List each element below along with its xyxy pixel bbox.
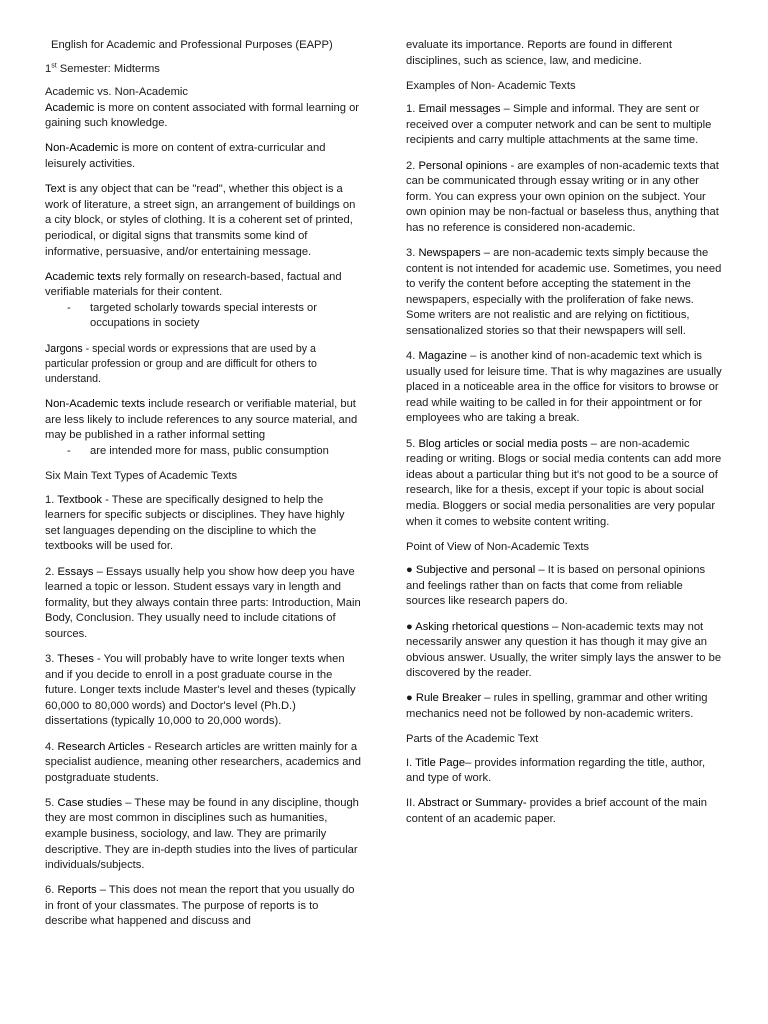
definition-non-academic: Non-Academic is more on content of extra-curricular and leisurely activities. bbox=[45, 142, 326, 171]
part-item: II. Abstract or Summary- provides a brief account of the main content of an academic paper. bbox=[406, 797, 707, 825]
document-title: English for Academic and Professional Purposes (EAPP) bbox=[51, 39, 333, 51]
list-item: - are intended more for mass, public consumption bbox=[67, 445, 329, 457]
text-type-item: 3. Theses - You will probably have to write longer texts when and if you decide to enroll in a post graduate course in the future. Longer texts include Master's level and theses (typically 60,000 to 80,000 words) and Doctor's level (Ph.D.) dissertations (typically 10,000 to 20,000 words). bbox=[45, 653, 356, 728]
term: Jargons bbox=[45, 342, 83, 355]
list-item: - targeted scholarly towards special interests or occupations in society bbox=[67, 301, 317, 330]
left-column bbox=[45, 38, 361, 940]
definition-non-academic-texts: Non-Academic texts include research or verifiable material, but are less likely to include references to any source material, and may be published in a rather informal setting bbox=[45, 398, 358, 442]
example-item: 1. Email messages – Simple and informal. They are sent or received over a computer network and can be sent to multiple recipients and carry multiple attachments at the same time. bbox=[406, 103, 712, 147]
term: Research Articles bbox=[57, 740, 145, 753]
bullet-icon: ● bbox=[406, 620, 416, 633]
pov-item: ● Asking rhetorical questions – Non-academic texts may not necessarily answer any question it has though it may give an obvious answer. Usually, the writer simply lays the answer to be discovered by the reader. bbox=[406, 620, 722, 680]
section-heading-point-of-view: Point of View of Non-Academic Texts bbox=[406, 540, 590, 553]
term: Essays bbox=[57, 565, 94, 578]
pov-item: ● Rule Breaker – rules in spelling, grammar and other writing mechanics need not be followed by non-academic writers. bbox=[406, 692, 708, 720]
text-type-item: 1. Textbook - These are specifically designed to help the learners for specific subjects or disciplines. They have highly set languages depending on the discipline to which the textbooks will be used for. bbox=[45, 493, 345, 553]
definition-academic-texts: Academic texts rely formally on research-based, factual and verifiable materials for their content. bbox=[45, 270, 342, 299]
academic-texts-bullets bbox=[45, 301, 361, 332]
section-heading-six-types: Six Main Text Types of Academic Texts bbox=[45, 470, 238, 483]
text-type-item: 2. Essays – Essays usually help you show how deep you have learned a topic or lesson. Student essays vary in length and formality, but they always contain three parts: Introduction, Main Body, Conclusion. They usually need to include citations of sources. bbox=[45, 565, 361, 640]
term: Academic bbox=[45, 101, 95, 114]
term: Non-Academic texts bbox=[45, 398, 146, 411]
term: Non-Academic bbox=[45, 142, 119, 155]
definition-text: Text is any object that can be "read", whether this object is a work of literature, a street sign, an arrangement of buildings on a city block, or styles of clothing. It is a coherent set of printed, periodical, or digital signs that transmits some kind of informative, persuasive, and/or entertaining message. bbox=[45, 183, 356, 258]
term: Asking rhetorical questions bbox=[415, 620, 549, 633]
term: Magazine bbox=[418, 350, 467, 363]
part-item: I. Title Page– provides information regarding the title, author, and type of work. bbox=[406, 756, 706, 785]
term: Case studies bbox=[57, 796, 123, 809]
example-item: 2. Personal opinions - are examples of non-academic texts that can be communicated through essay writing or in any other form. You can express your own opinion on the subject. Your own opinion may be non-factual or baseless thus, anything that has no reference is considered non-academic. bbox=[406, 159, 719, 234]
text-type-item: 4. Research Articles - Research articles are written mainly for a specialist audience, meaning other researchers, academics and postgraduate students. bbox=[45, 740, 361, 784]
definition-academic: Academic is more on content associated with formal learning or gaining such knowledge. bbox=[45, 101, 360, 130]
term: Theses bbox=[57, 653, 94, 666]
term: Title Page bbox=[415, 756, 466, 769]
section-heading-academic-vs-non-academic: Academic vs. Non-Academic bbox=[45, 86, 189, 99]
term: Academic texts bbox=[45, 270, 121, 283]
example-item: 5. Blog articles or social media posts – are non-academic reading or writing. Blogs or social media contents can add more ideas about a particular thing but it's not good to be a source of research, like for a thesis, except if your topic is about social media. Bloggers or social media personalities are very popular when it comes to website content writing. bbox=[406, 437, 722, 528]
bullet-icon: ● bbox=[406, 692, 416, 705]
term: Subjective and personal bbox=[415, 564, 536, 577]
term: Abstract or Summary- bbox=[417, 797, 527, 810]
non-academic-texts-bullets bbox=[45, 444, 361, 460]
right-column bbox=[406, 38, 724, 837]
semester-heading: 1st Semester: Midterms bbox=[45, 61, 160, 75]
term: Personal opinions bbox=[418, 159, 508, 172]
section-heading-examples: Examples of Non- Academic Texts bbox=[406, 79, 576, 92]
term: Textbook bbox=[57, 493, 103, 506]
example-item: 4. Magazine – is another kind of non-academic text which is usually used for leisure time. That is why magazines are usually placed in a noticeable area in the office for visitors to browse or read while waiting to be called in for their appointment or for employees who are taking a break. bbox=[406, 350, 722, 425]
term: Newspapers bbox=[418, 247, 481, 260]
section-heading-parts: Parts of the Academic Text bbox=[406, 733, 539, 746]
definition-jargons: Jargons - special words or expressions that are used by a particular profession or group and are difficult for others to understand. bbox=[45, 342, 317, 386]
term: Rule Breaker bbox=[415, 692, 482, 705]
term: Reports bbox=[57, 884, 97, 897]
pov-item: ● Subjective and personal – It is based on personal opinions and feelings rather than on facts that come from reliable sources like research papers do. bbox=[406, 564, 706, 608]
example-item: 3. Newspapers – are non-academic texts simply because the content is not intended for academic use. Sometimes, you need to verify the content before accepting the statement in the newspapers, especially with the proliferation of fake news. Some writers are not realistic and are relying on fictitious, sensationalized stories so that their newspapers will sell. bbox=[406, 247, 722, 337]
reports-continuation: evaluate its importance. Reports are found in different disciplines, such as science, law, and medicine. bbox=[406, 39, 672, 67]
term: Blog articles or social media posts bbox=[418, 437, 588, 450]
bullet-icon: ● bbox=[406, 564, 416, 577]
text-type-item: 5. Case studies – These may be found in any discipline, though they are most common in disciplines such as humanities, example business, sociology, and law. They are primarily descriptive. They are in-depth studies into the lives of particular individuals/subjects. bbox=[45, 796, 359, 872]
term: Text bbox=[45, 183, 66, 196]
text-type-item: 6. Reports – This does not mean the report that you usually do in front of your classmates. The purpose of reports is to describe what happened and discuss and bbox=[45, 884, 355, 928]
term: Email messages bbox=[418, 103, 501, 116]
